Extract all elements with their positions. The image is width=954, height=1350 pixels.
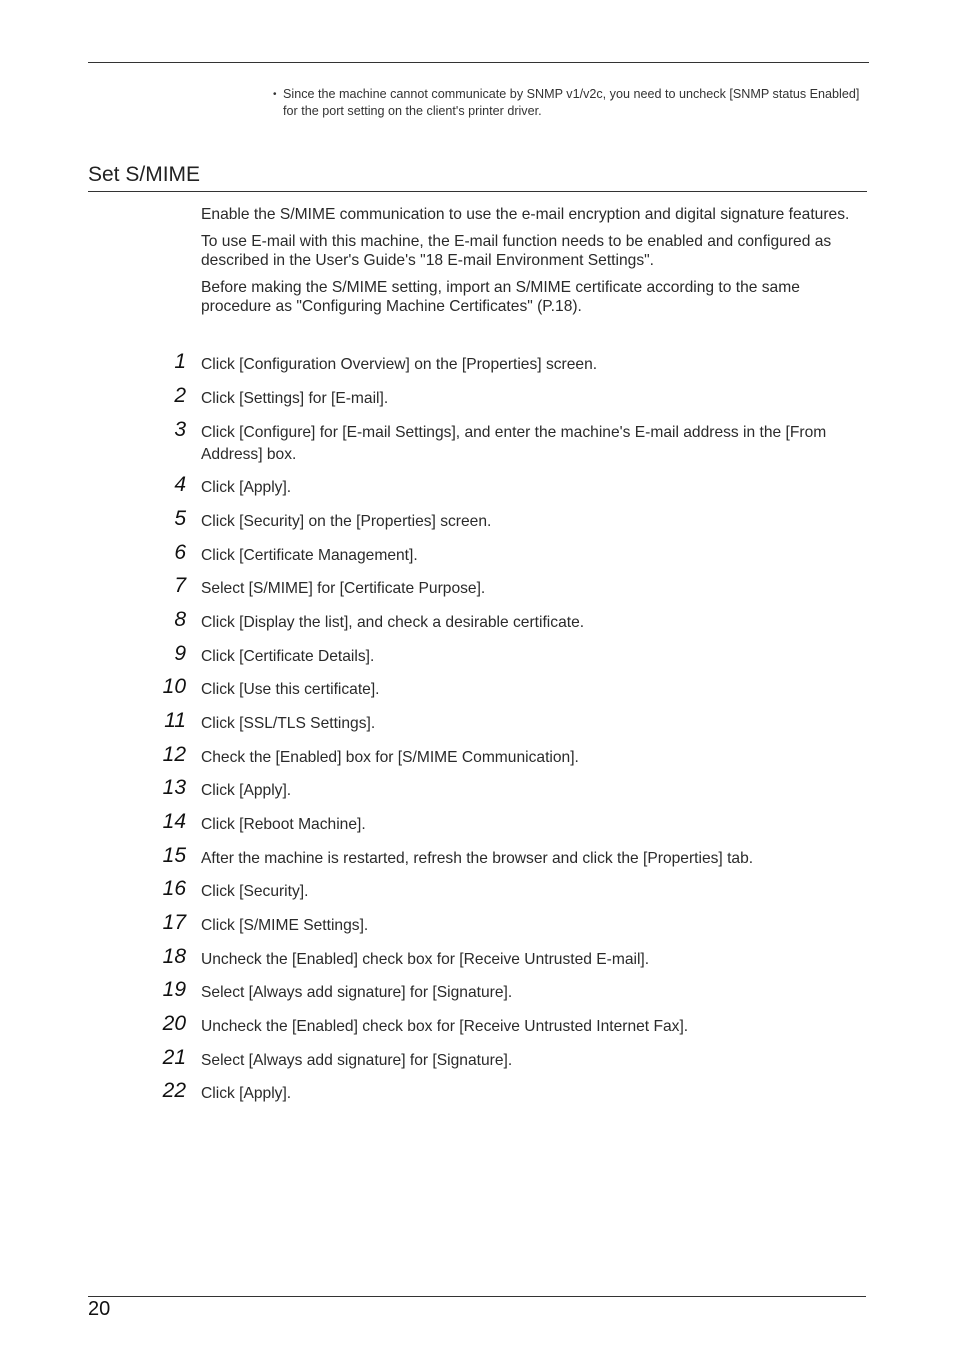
step-text: Select [Always add signature] for [Signature]. [201, 1052, 513, 1069]
step-number: 13 [162, 776, 186, 799]
step-number: 8 [174, 608, 186, 631]
step-number: 11 [164, 709, 186, 732]
step-text: Check the [Enabled] box for [S/MIME Communication]. [201, 749, 579, 766]
step-number: 21 [162, 1046, 186, 1069]
step-number: 15 [162, 844, 186, 867]
step-number: 9 [174, 642, 186, 665]
step-text: Click [Apply]. [201, 479, 292, 496]
step-number: 7 [174, 574, 186, 597]
step-number: 19 [162, 978, 186, 1001]
step-text: Click [Settings] for [E-mail]. [201, 390, 389, 407]
step-text: Click [Configuration Overview] on the [Properties] screen. [201, 356, 598, 373]
intro-block [201, 205, 869, 324]
step-text: Click [Use this certificate]. [201, 681, 380, 698]
step-number: 20 [162, 1012, 186, 1035]
step-number: 10 [162, 675, 186, 698]
section-rule [88, 191, 867, 192]
step-text: Click [Reboot Machine]. [201, 816, 366, 833]
step-number: 6 [174, 541, 186, 564]
step-text: Click [Certificate Details]. [201, 648, 375, 665]
step-text: Uncheck the [Enabled] check box for [Receive Untrusted Internet Fax]. [201, 1018, 689, 1035]
step-text: Click [S/MIME Settings]. [201, 917, 369, 934]
section-title: Set S/MIME [88, 163, 201, 186]
step-text: Click [Certificate Management]. [201, 547, 418, 564]
step-number: 18 [162, 945, 186, 968]
step-number: 12 [162, 743, 186, 766]
step-number: 5 [174, 507, 186, 530]
note-block [273, 86, 863, 120]
step-number: 1 [174, 350, 186, 373]
intro-paragraph: Before making the S/MIME setting, import an S/MIME certificate according to the same procedure as "Configuring Machine Certificates" (P.18). [201, 278, 800, 315]
footer-rule [88, 1296, 866, 1297]
step-number: 14 [162, 810, 186, 833]
step-number: 2 [174, 384, 186, 407]
step-text: Click [SSL/TLS Settings]. [201, 715, 376, 732]
step-number: 17 [162, 911, 186, 934]
step-text: Select [Always add signature] for [Signature]. [201, 984, 513, 1001]
step-text: Click [Apply]. [201, 782, 292, 799]
step-number: 3 [174, 418, 186, 441]
step-text: Click [Configure] for [E-mail Settings], and enter the machine's E-mail address in the [From Address] box. [201, 424, 827, 463]
step-text: Select [S/MIME] for [Certificate Purpose]. [201, 580, 486, 597]
step-number: 22 [162, 1079, 186, 1102]
step-number: 16 [162, 877, 186, 900]
intro-paragraph: Enable the S/MIME communication to use the e-mail encryption and digital signature features. [201, 206, 850, 223]
step-text: Click [Display the list], and check a desirable certificate. [201, 614, 585, 631]
step-text: After the machine is restarted, refresh the browser and click the [Properties] tab. [201, 850, 754, 867]
bullet-icon: • [273, 89, 277, 100]
step-text: Click [Security]. [201, 883, 309, 900]
step-text: Click [Security] on the [Properties] screen. [201, 513, 492, 530]
step-text: Uncheck the [Enabled] check box for [Receive Untrusted E-mail]. [201, 951, 650, 968]
step-number: 4 [174, 473, 186, 496]
header-rule [88, 62, 869, 63]
intro-paragraph: To use E-mail with this machine, the E-mail function needs to be enabled and configured as described in the User's Guide's "18 E-mail Environment Settings". [201, 232, 832, 269]
page-number: 20 [88, 1298, 111, 1320]
note-text: Since the machine cannot communicate by SNMP v1/v2c, you need to uncheck [SNMP status Enabled] for the port setting on the client's printer driver. [283, 87, 860, 118]
step-text: Click [Apply]. [201, 1085, 292, 1102]
